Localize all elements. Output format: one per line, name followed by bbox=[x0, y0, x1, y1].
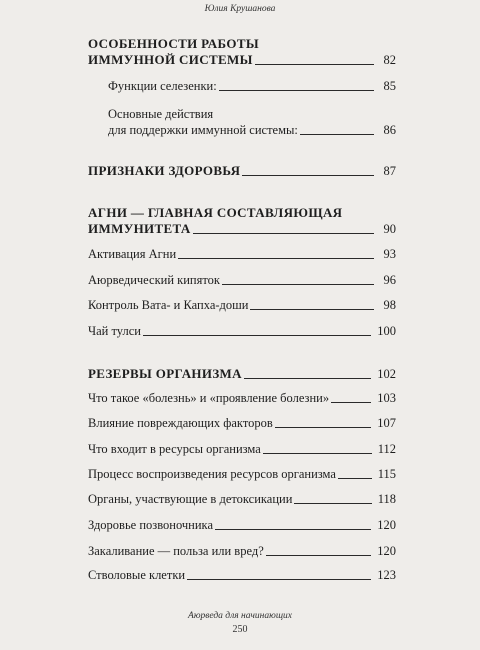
toc-entry-title: ИММУНИТЕТА bbox=[88, 221, 191, 236]
toc-entry-sub bbox=[108, 123, 396, 138]
toc-leader-line bbox=[178, 258, 374, 259]
toc-entry-page: 85 bbox=[383, 79, 396, 93]
toc-entry-title: РЕЗЕРВЫ ОРГАНИЗМА bbox=[88, 366, 242, 381]
toc-leader-line bbox=[222, 284, 374, 285]
toc-leader-line bbox=[331, 402, 371, 403]
toc-entry bbox=[88, 544, 396, 559]
toc-entry-title: ПРИЗНАКИ ЗДОРОВЬЯ bbox=[88, 163, 241, 178]
toc-entry-page: 86 bbox=[383, 123, 396, 137]
toc-entry-section bbox=[88, 52, 396, 68]
toc-entry bbox=[88, 416, 396, 431]
toc-entry-page: 115 bbox=[377, 467, 396, 481]
toc-leader-line bbox=[263, 453, 372, 454]
toc-entry-title: Что такое «болезнь» и «проявление болезни» bbox=[88, 391, 330, 405]
toc-entry-title: Аюрведический кипяток bbox=[88, 273, 220, 287]
toc-entry bbox=[88, 324, 396, 339]
toc-leader-line bbox=[255, 64, 374, 65]
toc-entry bbox=[88, 518, 396, 533]
toc-leader-line bbox=[215, 529, 371, 530]
page-number: 250 bbox=[232, 624, 248, 635]
toc-leader-line bbox=[294, 503, 371, 504]
toc-entry bbox=[88, 391, 396, 406]
toc-entry bbox=[88, 492, 396, 507]
toc-entry-title: Стволовые клетки bbox=[88, 568, 186, 582]
toc-entry-title: для поддержки иммунной системы: bbox=[108, 123, 298, 137]
toc-leader-line bbox=[266, 555, 371, 556]
toc-section-line1: АГНИ — ГЛАВНАЯ СОСТАВЛЯЮЩАЯ bbox=[88, 205, 343, 220]
toc-entry-page: 123 bbox=[377, 568, 396, 582]
toc-entry-title: Функции селезенки: bbox=[108, 79, 217, 93]
toc-entry bbox=[88, 467, 396, 482]
toc-entry bbox=[88, 442, 396, 457]
toc-entry-page: 87 bbox=[383, 164, 396, 178]
toc-leader-line bbox=[300, 134, 374, 135]
toc-entry bbox=[88, 247, 396, 262]
toc-entry-page: 98 bbox=[383, 298, 396, 312]
toc-entry bbox=[88, 568, 396, 583]
toc-entry-title: ИММУННОЙ СИСТЕМЫ bbox=[88, 52, 253, 67]
toc-sub-line1: Основные действия bbox=[108, 107, 214, 121]
toc-entry-title: Закаливание — польза или вред? bbox=[88, 544, 264, 558]
toc-entry bbox=[88, 273, 396, 288]
toc-entry-title: Здоровье позвоночника bbox=[88, 518, 213, 532]
toc-entry-page: 100 bbox=[377, 324, 396, 338]
toc-entry-title: Активация Агни bbox=[88, 247, 177, 261]
toc-entry-page: 96 bbox=[383, 273, 396, 287]
running-footer-book-title: Аюрведа для начинающих bbox=[188, 611, 292, 621]
toc-leader-line bbox=[338, 478, 372, 479]
toc-entry-section bbox=[88, 163, 396, 179]
toc-entry-title: Контроль Вата- и Капха-доши bbox=[88, 298, 249, 312]
toc-entry-page: 120 bbox=[377, 544, 396, 558]
toc-leader-line bbox=[244, 378, 371, 379]
toc-entry-section bbox=[88, 221, 396, 237]
toc-entry-page: 120 bbox=[377, 518, 396, 532]
toc-entry-page: 118 bbox=[377, 492, 396, 506]
toc-entry-page: 107 bbox=[377, 416, 396, 430]
toc-entry-page: 102 bbox=[377, 367, 396, 381]
toc-leader-line bbox=[250, 309, 374, 310]
toc-entry bbox=[88, 298, 396, 313]
toc-entry-title: Чай тулси bbox=[88, 324, 141, 338]
toc-section-line1: ОСОБЕННОСТИ РАБОТЫ bbox=[88, 36, 259, 51]
toc-leader-line bbox=[193, 233, 374, 234]
toc-entry-title: Что входит в ресурсы организма bbox=[88, 442, 261, 456]
toc-leader-line bbox=[275, 427, 371, 428]
toc-entry-sub bbox=[108, 79, 396, 94]
toc-leader-line bbox=[242, 175, 374, 176]
toc-leader-line bbox=[187, 579, 371, 580]
toc-entry-title: Процесс воспроизведения ресурсов организма bbox=[88, 467, 336, 481]
toc-entry-page: 103 bbox=[377, 391, 396, 405]
toc-entry-page: 90 bbox=[383, 222, 396, 236]
toc-entry-section bbox=[88, 366, 396, 382]
toc-leader-line bbox=[143, 335, 371, 336]
toc-leader-line bbox=[219, 90, 374, 91]
toc-entry-title: Органы, участвующие в детоксикации bbox=[88, 492, 293, 506]
toc-entry-page: 82 bbox=[383, 53, 396, 67]
toc-entry-page: 112 bbox=[377, 442, 396, 456]
toc-entry-title: Влияние повреждающих факторов bbox=[88, 416, 273, 430]
toc-entry-page: 93 bbox=[383, 247, 396, 261]
running-header-author: Юлия Крушанова bbox=[204, 4, 276, 14]
